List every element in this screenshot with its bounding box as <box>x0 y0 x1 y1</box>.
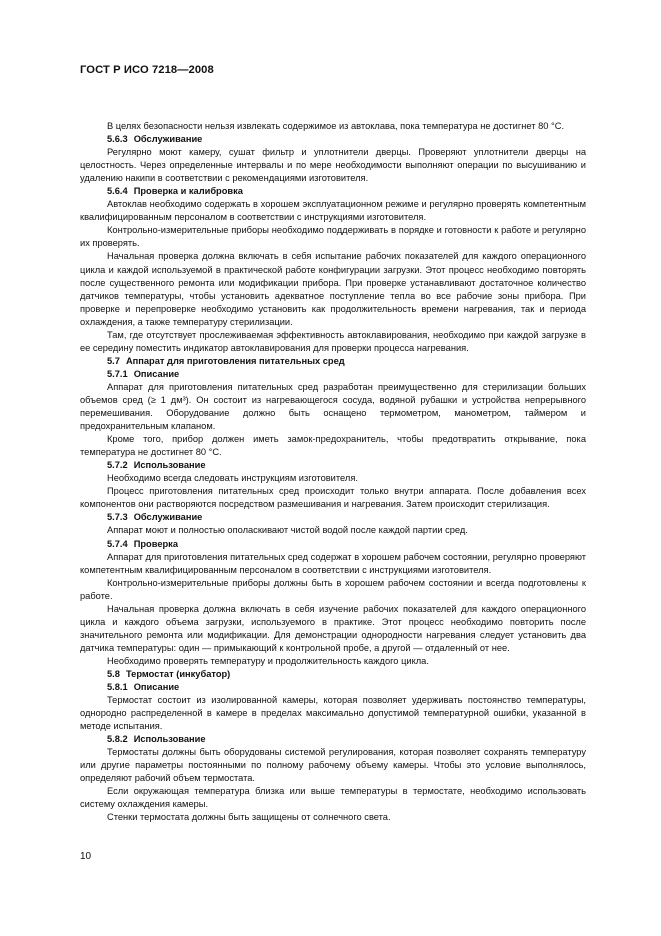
section-heading <box>80 459 586 472</box>
section-number: 5.7.4 <box>107 538 128 549</box>
section-title: Аппарат для приготовления питательных сред <box>125 355 345 366</box>
section-title: Проверка <box>133 538 178 549</box>
paragraph: Стенки термостата должны быть защищены от солнечного света. <box>107 812 391 823</box>
section-heading <box>80 511 586 524</box>
section-number: 5.7.1 <box>107 368 128 379</box>
document-body <box>80 120 586 825</box>
section-heading <box>80 668 586 681</box>
section-heading <box>80 185 586 198</box>
section-number: 5.8.2 <box>107 734 128 745</box>
section-number: 5.7 <box>107 355 120 366</box>
paragraph: В целях безопасности нельзя извлекать содержимое из автоклава, пока температура не достигнет 80 °С. <box>107 121 565 131</box>
paragraph: Аппарат для приготовления питательных сред разработан преимущественно для стерилизации больших объемов сред (≥ 1 дм³). Он состоит из нагревающегося сосуда, водяной рубашки и устройства непрерывного перемешивания. Оборудование должно быть оснащено термометром, манометром, таймером и предохранительным клапаном. <box>80 381 586 432</box>
paragraph: Начальная проверка должна включать в себя изучение рабочих показателей для каждого операционного цикла и каждого объема загрузки, используемого в практике. Этот процесс необходимо повторить после значительного ремонта или модификации. Для демонстрации однородности нагревания следует установить два датчика температуры: один — примыкающий к контрольной пробе, а другой — отдаленный от нее. <box>80 603 586 653</box>
section-title: Использование <box>133 734 206 745</box>
section-heading <box>80 681 586 694</box>
section-number: 5.7.3 <box>107 512 128 523</box>
paragraph: Контрольно-измерительные приборы необходимо поддерживать в порядке и готовности к работе и регулярно их проверять. <box>80 225 586 249</box>
section-title: Описание <box>133 368 180 379</box>
paragraph: Кроме того, прибор должен иметь замок-предохранитель, чтобы предотвратить открывание, пока температура не достигнет 80 °С. <box>80 434 586 458</box>
section-heading <box>80 355 586 368</box>
section-number: 5.6.3 <box>107 134 128 145</box>
paragraph: Там, где отсутствует прослеживаемая эффективность автоклавирования, необходимо при каждой загрузке в ее середину поместить индикатор автоклавирования для проверки процесса нагревания. <box>80 329 586 353</box>
paragraph: Контрольно-измерительные приборы должны быть в хорошем рабочем состоянии и всегда подготовлены к работе. <box>80 577 586 601</box>
document-header: ГОСТ Р ИСО 7218—2008 <box>80 64 214 76</box>
section-title: Термостат (инкубатор) <box>125 668 231 679</box>
paragraph: Аппарат для приготовления питательных сред содержат в хорошем рабочем состоянии, регулярно проверяют компетентным квалифицированным персоналом в соответствии с инструкциями изготовителя. <box>80 551 586 575</box>
section-title: Использование <box>133 460 206 471</box>
section-number: 5.6.4 <box>107 186 128 197</box>
paragraph: Начальная проверка должна включать в себя испытание рабочих показателей для каждого операционного цикла и каждой используемой в практической работе конфигурации загрузки. Этот процесс необходимо повторять после существенного ремонта или модификации прибора. При проверке устанавливают достаточное количество датчиков температуры, чтобы установить адекватное поступление тепла во все рабочие зоны прибора. При проверке и перепроверке необходимо установить как продолжительность времени нагревания, так и периода охлаждения, а также температуру стерилизации. <box>80 251 586 327</box>
section-title: Проверка и калибровка <box>133 186 243 197</box>
paragraph: Если окружающая температура близка или выше температуры в термостате, необходимо использовать систему охлаждения камеры. <box>80 786 586 810</box>
section-title: Обслуживание <box>133 134 203 145</box>
section-heading <box>80 733 586 746</box>
section-number: 5.8 <box>107 668 120 679</box>
section-heading <box>80 133 586 146</box>
paragraph: Автоклав необходимо содержать в хорошем эксплуатационном режиме и регулярно проверять компетентным квалифицированным персоналом в соответствии с инструкциями изготовителя. <box>80 199 586 223</box>
section-title: Описание <box>133 682 180 693</box>
section-number: 5.7.2 <box>107 460 128 471</box>
paragraph: Термостаты должны быть оборудованы системой регулирования, которая позволяет сохранять температуру или другие параметры постоянными по полному рабочему объему камеры. Чтобы это условие выполнялось, определяют рабочий объем термостата. <box>80 747 586 784</box>
section-heading <box>80 368 586 381</box>
paragraph: Регулярно моют камеру, сушат фильтр и уплотнители дверцы. Проверяют уплотнители дверцы на целостность. Через определенные интервалы и по мере необходимости выполняют операции по высушиванию и удалению накипи в соответствии с рекомендациями изготовителя. <box>80 147 586 184</box>
section-heading <box>80 538 586 551</box>
paragraph: Необходимо проверять температуру и продолжительность каждого цикла. <box>107 655 429 666</box>
paragraph: Аппарат моют и полностью ополаскивают чистой водой после каждой партии сред. <box>107 525 468 536</box>
section-title: Обслуживание <box>133 512 203 523</box>
page-number: 10 <box>80 851 92 862</box>
paragraph: Термостат состоит из изолированной камеры, которая позволяет удерживать постоянство температуры, однородно распределенной в камере в пределах максимально допустимой температурной ошибки, указанной в методе испытания. <box>80 695 586 732</box>
section-number: 5.8.1 <box>107 682 128 693</box>
paragraph: Процесс приготовления питательных сред происходит только внутри аппарата. После добавления всех компонентов они растворяются посредством размешивания и нагревания. Затем происходит стерилизация. <box>80 486 586 510</box>
paragraph: Необходимо всегда следовать инструкциям изготовителя. <box>107 473 358 484</box>
